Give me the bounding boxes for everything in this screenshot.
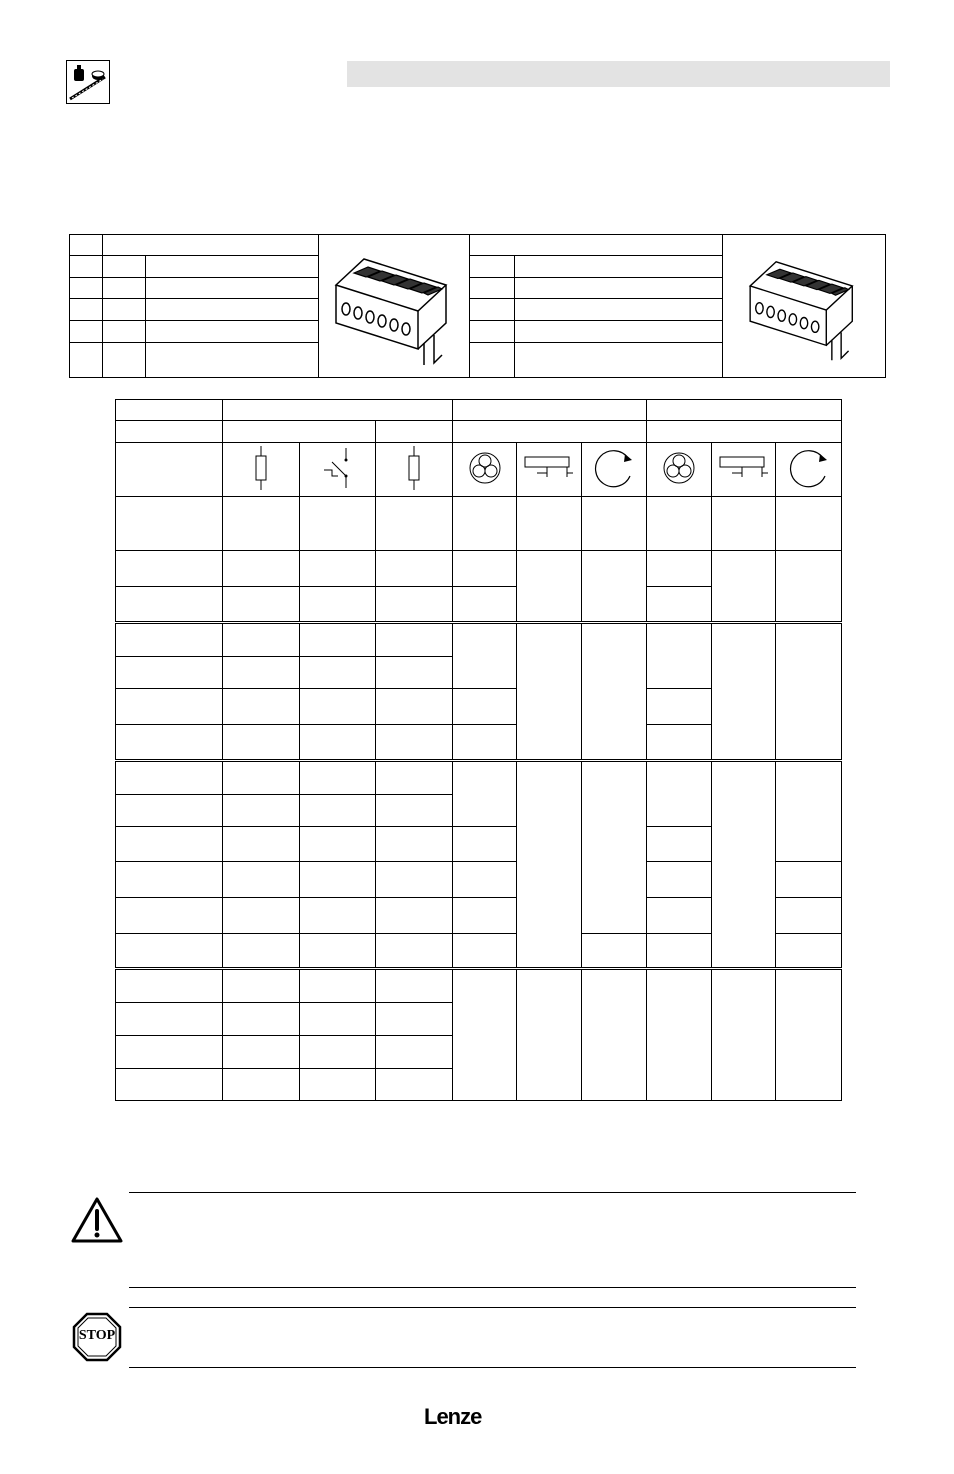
cell [146,256,319,277]
cell [470,256,514,277]
cell [470,320,514,342]
cell [223,969,300,1003]
cell [223,1069,300,1101]
cell [776,551,842,623]
cell [70,299,103,320]
cell [70,343,103,378]
cell [647,587,712,623]
cell [103,256,146,277]
cell [712,623,776,761]
cell [776,898,842,934]
terminal-block-connector-icon [739,247,869,362]
cell [470,343,514,378]
cell [647,761,712,827]
cell [116,443,223,497]
connector-image-right [722,235,885,378]
cell [514,256,722,277]
cell [514,299,722,320]
cell [776,623,842,761]
cell [223,1036,300,1069]
cell [223,551,300,587]
length-dimension-icon [517,443,582,497]
cell [223,497,300,551]
cell [223,1003,300,1036]
cell [376,623,453,657]
cell [453,551,517,587]
cell [647,969,712,1101]
cell [223,657,300,689]
cell [376,551,453,587]
cell [300,587,376,623]
cell [116,1069,223,1101]
cell [116,1036,223,1069]
cell [300,657,376,689]
cell [376,1036,453,1069]
cell [116,689,223,725]
cell [223,725,300,761]
cell [103,320,146,342]
cell [116,1003,223,1036]
cell [647,400,842,421]
cell [116,898,223,934]
cell [647,725,712,761]
cell [223,934,300,969]
cell [300,1069,376,1101]
cell [70,256,103,277]
cell [776,497,842,551]
cell [517,497,582,551]
tightening-torque-icon [582,443,647,497]
cell [300,827,376,862]
cell [223,421,376,443]
warning-triangle-icon [70,1196,124,1249]
cell [223,898,300,934]
cell [517,623,582,761]
cell [712,969,776,1101]
cell [712,497,776,551]
cell [470,299,514,320]
cell [376,1069,453,1101]
cell [453,587,517,623]
cell [116,657,223,689]
cell [453,761,517,827]
cell [582,934,647,969]
cell [146,299,319,320]
cell [376,725,453,761]
divider [129,1307,856,1308]
cell [776,862,842,898]
cell [517,551,582,623]
cell [376,421,453,443]
cell [116,934,223,969]
cell [300,725,376,761]
terminal-table [69,234,886,378]
cell [116,400,223,421]
cell [116,623,223,657]
cell [517,969,582,1101]
cell [453,827,517,862]
cell [116,421,223,443]
cell [470,277,514,298]
cell [582,761,647,934]
cell [376,934,453,969]
cell [582,551,647,623]
cell [776,761,842,862]
cell [300,862,376,898]
cell [514,343,722,378]
cell [300,689,376,725]
cell [376,689,453,725]
divider [129,1287,856,1288]
cell [70,235,103,256]
cell [376,587,453,623]
cell [300,761,376,795]
cell [116,551,223,587]
lenze-logo: Lenze [424,1404,482,1429]
cell [712,761,776,969]
cell [116,587,223,623]
cell [223,587,300,623]
cell [376,497,453,551]
cell [300,934,376,969]
cell [223,400,453,421]
cell [517,761,582,969]
cell [647,551,712,587]
cell [376,1003,453,1036]
cell [103,235,319,256]
header-bar [347,61,890,87]
cell [376,657,453,689]
cell [223,862,300,898]
cell [300,1036,376,1069]
cell [223,827,300,862]
cell [376,898,453,934]
cell [300,623,376,657]
cell [453,623,517,689]
cell [470,235,722,256]
cell [300,497,376,551]
length-dimension-icon [712,443,776,497]
cell [300,969,376,1003]
fuse-cable-table [115,399,842,1101]
cell [223,689,300,725]
cell [453,898,517,934]
cell [453,400,647,421]
cell [146,320,319,342]
cell [453,497,517,551]
divider [129,1192,856,1193]
cell [712,551,776,623]
cell [146,343,319,378]
cell [300,795,376,827]
terminal-block-connector-icon [324,245,464,365]
cell [300,1003,376,1036]
cell [70,277,103,298]
connector-image-left [319,235,470,378]
fuse-icon [223,443,300,497]
tightening-torque-icon [776,443,842,497]
weight-scale-icon [66,60,110,104]
cell [116,761,223,795]
cell [453,421,647,443]
cell [116,795,223,827]
cell [453,725,517,761]
fuse-icon [376,443,453,497]
cell [647,898,712,934]
cell [453,689,517,725]
cell [453,969,517,1101]
cell [103,343,146,378]
cell [582,497,647,551]
cell [647,934,712,969]
cell [376,969,453,1003]
cell [376,827,453,862]
cell [647,497,712,551]
cell [582,623,647,761]
cell [70,320,103,342]
cell [514,277,722,298]
cell [776,969,842,1101]
cell [647,623,712,689]
cell [776,934,842,969]
cable-cross-section-icon [647,443,712,497]
cell [376,862,453,898]
cell [647,827,712,862]
cell [116,827,223,862]
stop-label: STOP [78,1328,116,1343]
stop-sign-icon [72,1312,122,1367]
circuit-breaker-icon [300,443,376,497]
cell [647,862,712,898]
cell [116,497,223,551]
cell [223,761,300,795]
cell [582,969,647,1101]
cell [453,934,517,969]
divider [129,1367,856,1368]
cell [116,725,223,761]
cell [223,623,300,657]
cell [116,969,223,1003]
cell [647,689,712,725]
cell [146,277,319,298]
cell [376,761,453,795]
cell [514,320,722,342]
cell [376,795,453,827]
cable-cross-section-icon [453,443,517,497]
cell [223,795,300,827]
cell [647,421,842,443]
cell [453,862,517,898]
cell [116,862,223,898]
cell [300,898,376,934]
cell [103,299,146,320]
cell [103,277,146,298]
cell [300,551,376,587]
